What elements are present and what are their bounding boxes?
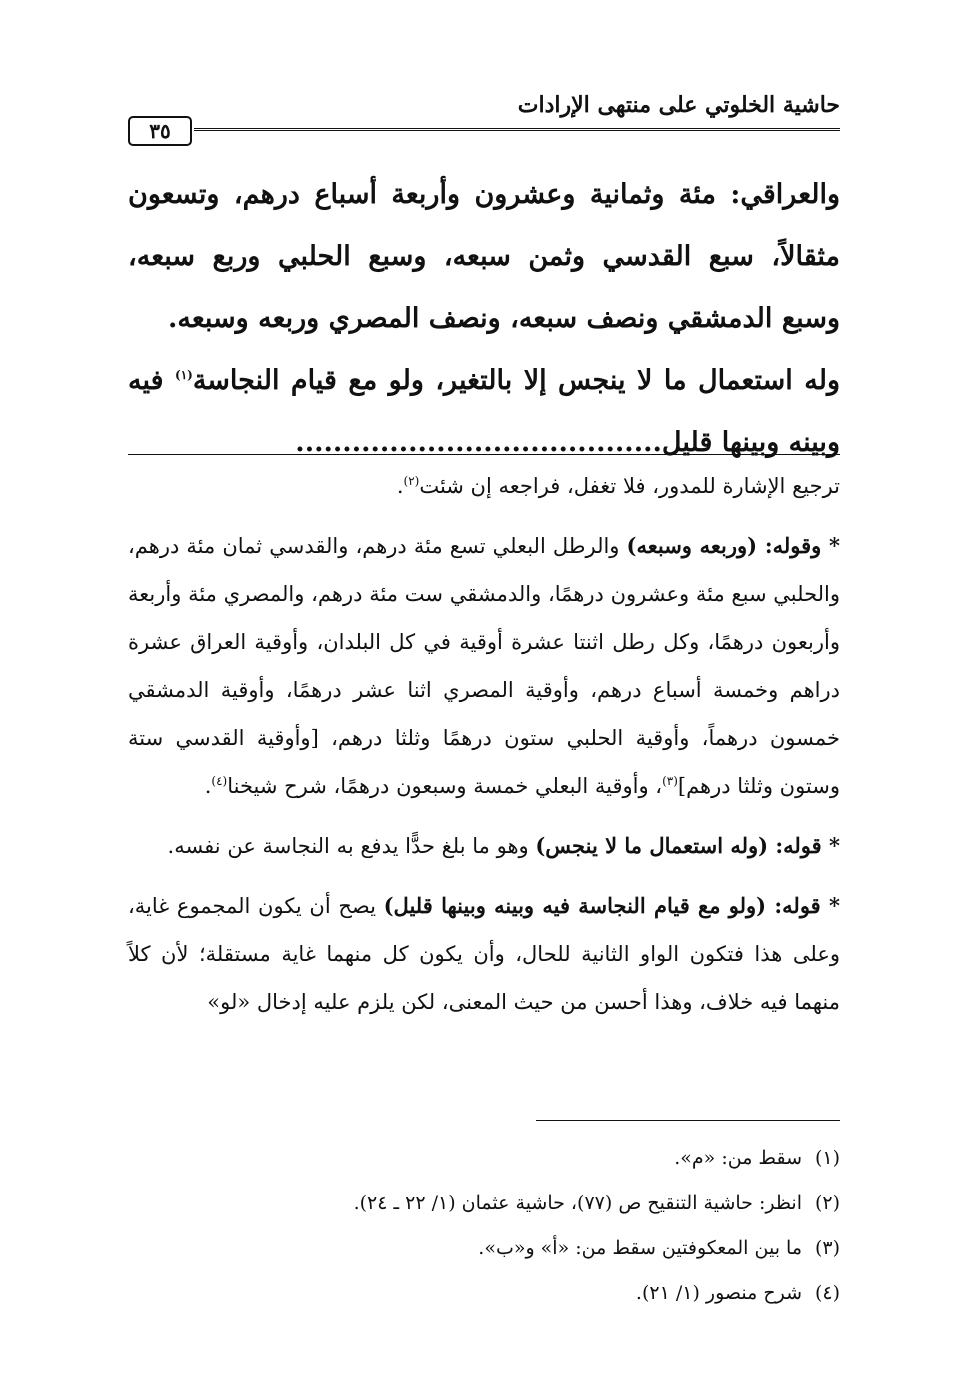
main-text bbox=[128, 164, 840, 474]
commentary-p3-text: وهو ما بلغ حدًّا يدفع به النجاسة عن نفسه. bbox=[167, 834, 536, 858]
commentary-paragraph-3 bbox=[128, 822, 840, 870]
running-title: حاشية الخلوتي على منتهى الإرادات bbox=[517, 92, 840, 118]
page-number-box: ٣٥ bbox=[128, 116, 192, 146]
footnote-number: (٢) bbox=[814, 1192, 840, 1214]
footnote-marker-3: (٣) bbox=[662, 774, 678, 788]
commentary-paragraph-2 bbox=[128, 522, 840, 810]
commentary-p2-lemma: * وقوله: (وربعه وسبعه) bbox=[626, 533, 840, 558]
commentary-p1-end: . bbox=[396, 474, 404, 498]
header-rule bbox=[194, 128, 840, 131]
main-paragraph-1: والعراقي: مئة وثمانية وعشرون وأربعة أسباع درهم، وتسعون مثقالاً، سبع القدسي وثمن سبعه، وسبع الحلبي وربع سبعه، وسبع الدمشقي ونصف سبعه، ونصف المصري وربعه وسبعه. bbox=[128, 179, 840, 334]
commentary-p2-text: والرطل البعلي تسع مئة درهم، والقدسي ثمان مئة درهم، والحلبي سبع مئة وعشرون درهمًا، والدمشقي ست مئة درهم، والمصري مئة وأربعة وأربعون درهمًا، وكل رطل اثنتا عشرة أوقية في كل البلدان، وأوقية العراق عشرة دراهم وخمسة أسباع درهم، وأوقية المصري اثنا عشر درهمًا، وأوقية الدمشقي خمسون درهماً، وأوقية الحلبي ستون درهمًا وثلثا درهم، [وأوقية القدسي ستة وستون وثلثا درهم] bbox=[128, 534, 841, 798]
text-commentary-separator bbox=[128, 454, 840, 455]
commentary-p1-text: ترجيع الإشارة للمدور، فلا تغفل، فراجعه إن شئت bbox=[419, 474, 840, 498]
footnote-text: ما بين المعكوفتين سقط من: «أ» و«ب». bbox=[478, 1237, 802, 1259]
commentary-text bbox=[128, 462, 840, 1038]
footnote-3 bbox=[128, 1226, 840, 1271]
commentary-p2-text-continued: ، وأوقية البعلي خمسة وسبعون درهمًا، شرح شيخنا bbox=[227, 774, 663, 798]
footnote-text: سقط من: «م». bbox=[674, 1147, 802, 1169]
commentary-p3-lemma: * قوله: (وله استعمال ما لا ينجس) bbox=[535, 833, 840, 858]
main-paragraph-2-continuation: فيه وبينه وبينها قليل bbox=[128, 365, 840, 458]
footnote-2 bbox=[128, 1181, 840, 1226]
commentary-paragraph-4 bbox=[128, 882, 840, 1026]
commentary-paragraph-1 bbox=[128, 462, 840, 510]
footnote-number: (٣) bbox=[814, 1237, 840, 1259]
commentary-p4-lemma: * قوله: (ولو مع قيام النجاسة فيه وبينه وبينها قليل) bbox=[383, 893, 840, 918]
footnote-marker-1: (١) bbox=[175, 368, 193, 382]
footnotes bbox=[128, 1136, 840, 1316]
footnote-1 bbox=[128, 1136, 840, 1181]
footnote-marker-2: (٢) bbox=[403, 474, 420, 488]
footnote-text: شرح منصور (١/ ٢١). bbox=[635, 1282, 802, 1304]
footnote-marker-4: (٤) bbox=[211, 774, 228, 788]
commentary-p4-text: يصح أن يكون المجموع غاية، وعلى هذا فتكون الواو الثانية للحال، وأن يكون كل منهما غاية مستقلة؛ لأن كلاً منهما فيه خلاف، وهذا أحسن من حيث المعنى، لكن يلزم عليه إدخال «لو» bbox=[128, 894, 840, 1014]
footnote-number: (١) bbox=[814, 1147, 840, 1169]
main-paragraph-2 bbox=[128, 350, 840, 474]
footnote-separator bbox=[536, 1120, 840, 1121]
footnote-number: (٤) bbox=[814, 1282, 840, 1304]
main-paragraph-2-text: وله استعمال ما لا ينجس إلا بالتغير، ولو مع قيام النجاسة bbox=[192, 365, 840, 396]
footnote-text: انظر: حاشية التنقيح ص (٧٧)، حاشية عثمان (١/ ٢٢ ـ ٢٤). bbox=[353, 1192, 802, 1214]
footnote-4 bbox=[128, 1271, 840, 1316]
commentary-p2-end: . bbox=[204, 774, 212, 798]
ellipsis-dots: ....................................... bbox=[295, 427, 662, 458]
page-header bbox=[128, 92, 840, 143]
